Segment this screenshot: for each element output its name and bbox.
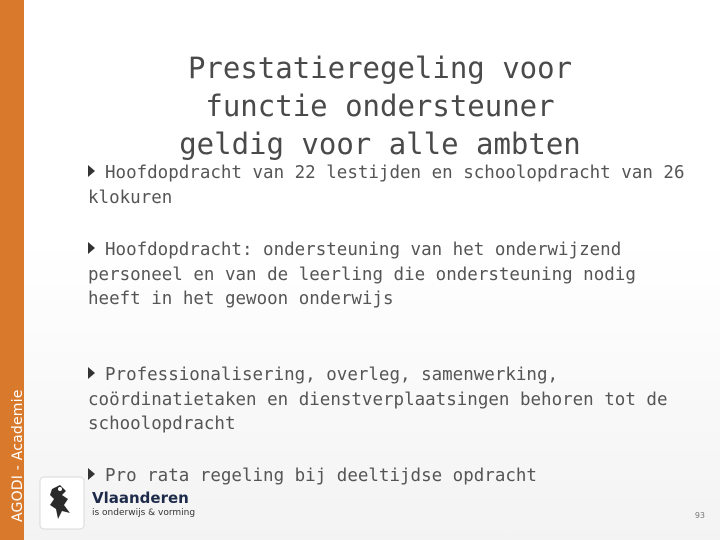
title-line: Prestatieregeling voor [187,51,573,86]
bullet-arrow-icon [88,242,95,254]
bullet-item [88,238,698,312]
bullet-item [88,363,698,437]
bullet-text: Professionalisering, overleg, samenwerking, coördinatietaken en dienstverplaatsingen behoren tot de schoolopdracht [88,365,668,434]
sidebar [0,0,24,540]
bullet-arrow-icon [88,165,95,177]
bullet-text: Hoofdopdracht: ondersteuning van het onderwijzend personeel en van de leerling die ondersteuning nodig heeft in het gewoon onderwijs [88,240,636,309]
bullet-text: Pro rata regeling bij deeltijdse opdracht [105,466,537,486]
slide-title [60,49,700,163]
bullet-arrow-icon [88,367,95,379]
bullet-item [88,161,698,210]
vlaanderen-logo [38,475,208,531]
sidebar-label: AGODI - Academie [10,389,26,522]
logo-tagline: is onderwijs & vorming [92,508,196,518]
page-number: 93 [694,511,705,520]
title-line: geldig voor alle ambten [179,127,581,162]
bullet-text: Hoofdopdracht van 22 lestijden en schoolopdracht van 26 klokuren [88,163,685,208]
flemish-lion-icon [38,475,86,531]
title-line: functie ondersteuner [205,89,555,124]
logo-name: Vlaanderen [92,489,189,507]
